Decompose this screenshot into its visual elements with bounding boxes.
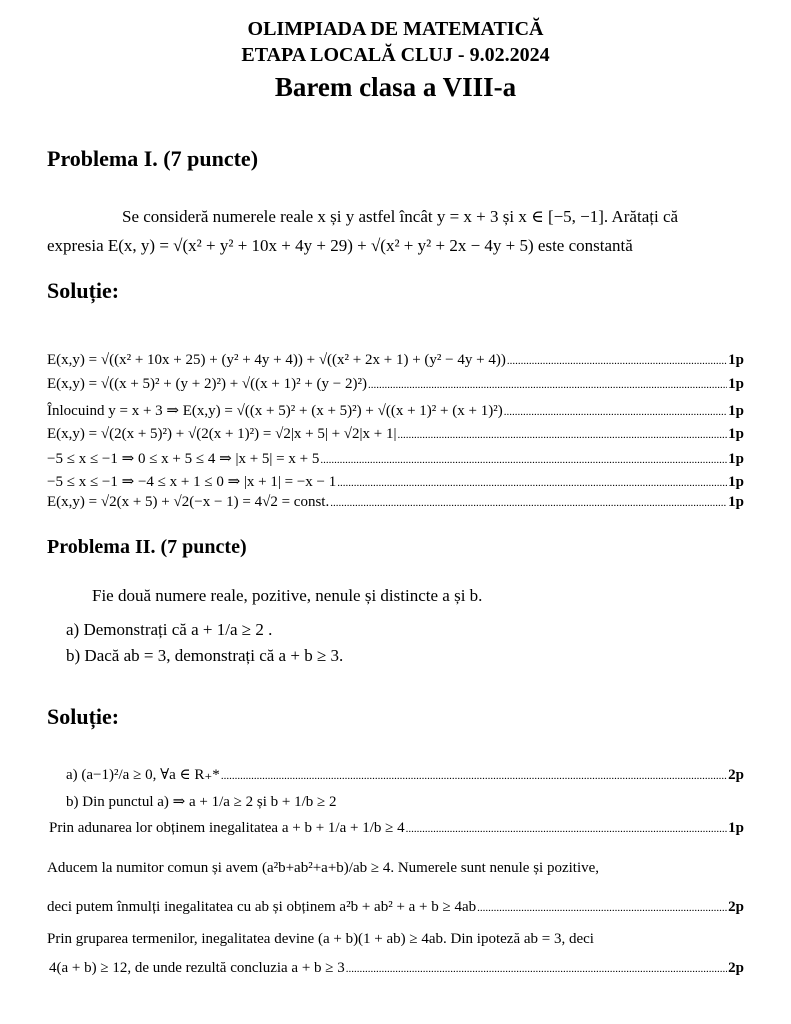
- dot-leader: [337, 474, 727, 491]
- points-label: 1p: [728, 376, 744, 392]
- solution-line: [47, 494, 744, 511]
- solution-line-text: E(x,y) = √((x + 5)² + (y + 2)²) + √((x + 1)² + (y − 2)²): [47, 376, 367, 392]
- solution-line: [47, 401, 744, 420]
- solution-line-text: Aducem la numitor comun și avem (a²b+ab²+a+b)/ab ≥ 4. Numerele sunt nenule și pozitive,: [47, 860, 600, 876]
- solution-line-text: deci putem înmulți inegalitatea cu ab și obținem a²b + ab² + a + b ≥ 4ab: [47, 899, 477, 915]
- problem2-solution-title: Soluție:: [47, 704, 120, 729]
- dot-leader: [346, 960, 727, 977]
- solution-line-text: Prin adunarea lor obținem inegalitatea a + b + 1/a + 1/b ≥ 4: [49, 820, 405, 836]
- points-label: 1p: [728, 820, 744, 836]
- solution-line-text: b) Din punctul a) ⇒ a + 1/a ≥ 2 și b + 1/b ≥ 2: [66, 794, 337, 810]
- points-label: 1p: [728, 451, 744, 467]
- problem2-item-b: b) Dacă ab = 3, demonstrați că a + b ≥ 3.: [66, 646, 344, 665]
- grade-title: Barem clasa a VIII-a: [274, 72, 517, 102]
- problem1-statement-2: expresia E(x, y) = √(x² + y² + 10x + 4y + 29) + √(x² + y² + 2x − 4y + 5) este constantă: [47, 236, 633, 255]
- solution-line-text: −5 ≤ x ≤ −1 ⇒ −4 ≤ x + 1 ≤ 0 ⇒ |x + 1| = −x − 1: [47, 474, 337, 490]
- points-label: 2p: [728, 899, 744, 915]
- solution-line: [66, 792, 744, 811]
- solution-line: [49, 960, 744, 977]
- solution-line-text: a) (a−1)²/a ≥ 0, ∀a ∈ R₊*: [66, 767, 220, 783]
- dot-leader: [507, 352, 727, 369]
- dot-leader: [330, 494, 727, 511]
- dot-leader: [504, 403, 727, 420]
- points-label: 1p: [728, 352, 744, 368]
- points-label: 1p: [728, 426, 744, 442]
- dot-leader: [368, 376, 727, 393]
- solution-line: [47, 352, 744, 369]
- solution-line: [49, 820, 744, 837]
- problem2-title: Problema II. (7 puncte): [47, 536, 247, 558]
- solution-line: [47, 931, 744, 948]
- points-label: 1p: [728, 494, 744, 510]
- solution-line-text: 4(a + b) ≥ 12, de unde rezultă concluzia a + b ≥ 3: [49, 960, 345, 976]
- problem2-item-a: a) Demonstrați că a + 1/a ≥ 2 .: [66, 620, 273, 639]
- problem1-statement-1: Se consideră numerele reale x și y astfel încât y = x + 3 și x ∈ [−5, −1]. Arătați că: [122, 207, 679, 226]
- solution-line-text: E(x,y) = √2(x + 5) + √2(−x − 1) = 4√2 = const.: [47, 494, 330, 510]
- solution-line: [66, 765, 744, 784]
- solution-line-text: E(x,y) = √((x² + 10x + 25) + (y² + 4y + 4)) + √((x² + 2x + 1) + (y² − 4y + 4)): [47, 352, 506, 368]
- solution-line-text: Înlocuind y = x + 3 ⇒ E(x,y) = √((x + 5)² + (x + 5)²) + √((x + 1)² + (x + 1)²): [47, 403, 503, 419]
- solution-line: [47, 472, 744, 491]
- dot-leader: [477, 899, 727, 916]
- points-label: 1p: [728, 403, 744, 419]
- solution-line-text: E(x,y) = √(2(x + 5)²) + √(2(x + 1)²) = √2|x + 5| + √2|x + 1|: [47, 426, 397, 442]
- problem2-statement: Fie două numere reale, pozitive, nenule și distincte a și b.: [92, 586, 483, 605]
- solution-line-text: −5 ≤ x ≤ −1 ⇒ 0 ≤ x + 5 ≤ 4 ⇒ |x + 5| = x + 5: [47, 451, 320, 467]
- olympiad-title: OLIMPIADA DE MATEMATICĂ: [247, 18, 544, 40]
- points-label: 2p: [728, 960, 744, 976]
- solution-line: [47, 860, 744, 877]
- solution-line: [47, 449, 744, 468]
- solution-line: [47, 426, 744, 443]
- points-label: 1p: [728, 474, 744, 490]
- problem1-title: Problema I. (7 puncte): [47, 146, 259, 171]
- dot-leader: [221, 767, 727, 784]
- dot-leader: [406, 820, 728, 837]
- problem1-solution-title: Soluție:: [47, 278, 120, 303]
- solution-line: [47, 899, 744, 916]
- points-label: 2p: [728, 767, 744, 783]
- dot-leader: [320, 451, 727, 468]
- dot-leader: [397, 426, 727, 443]
- solution-line: [47, 376, 744, 393]
- solution-line-text: Prin gruparea termenilor, inegalitatea devine (a + b)(1 + ab) ≥ 4ab. Din ipoteză ab = 3, deci: [47, 931, 594, 947]
- stage-title: ETAPA LOCALĂ CLUJ - 9.02.2024: [241, 44, 550, 66]
